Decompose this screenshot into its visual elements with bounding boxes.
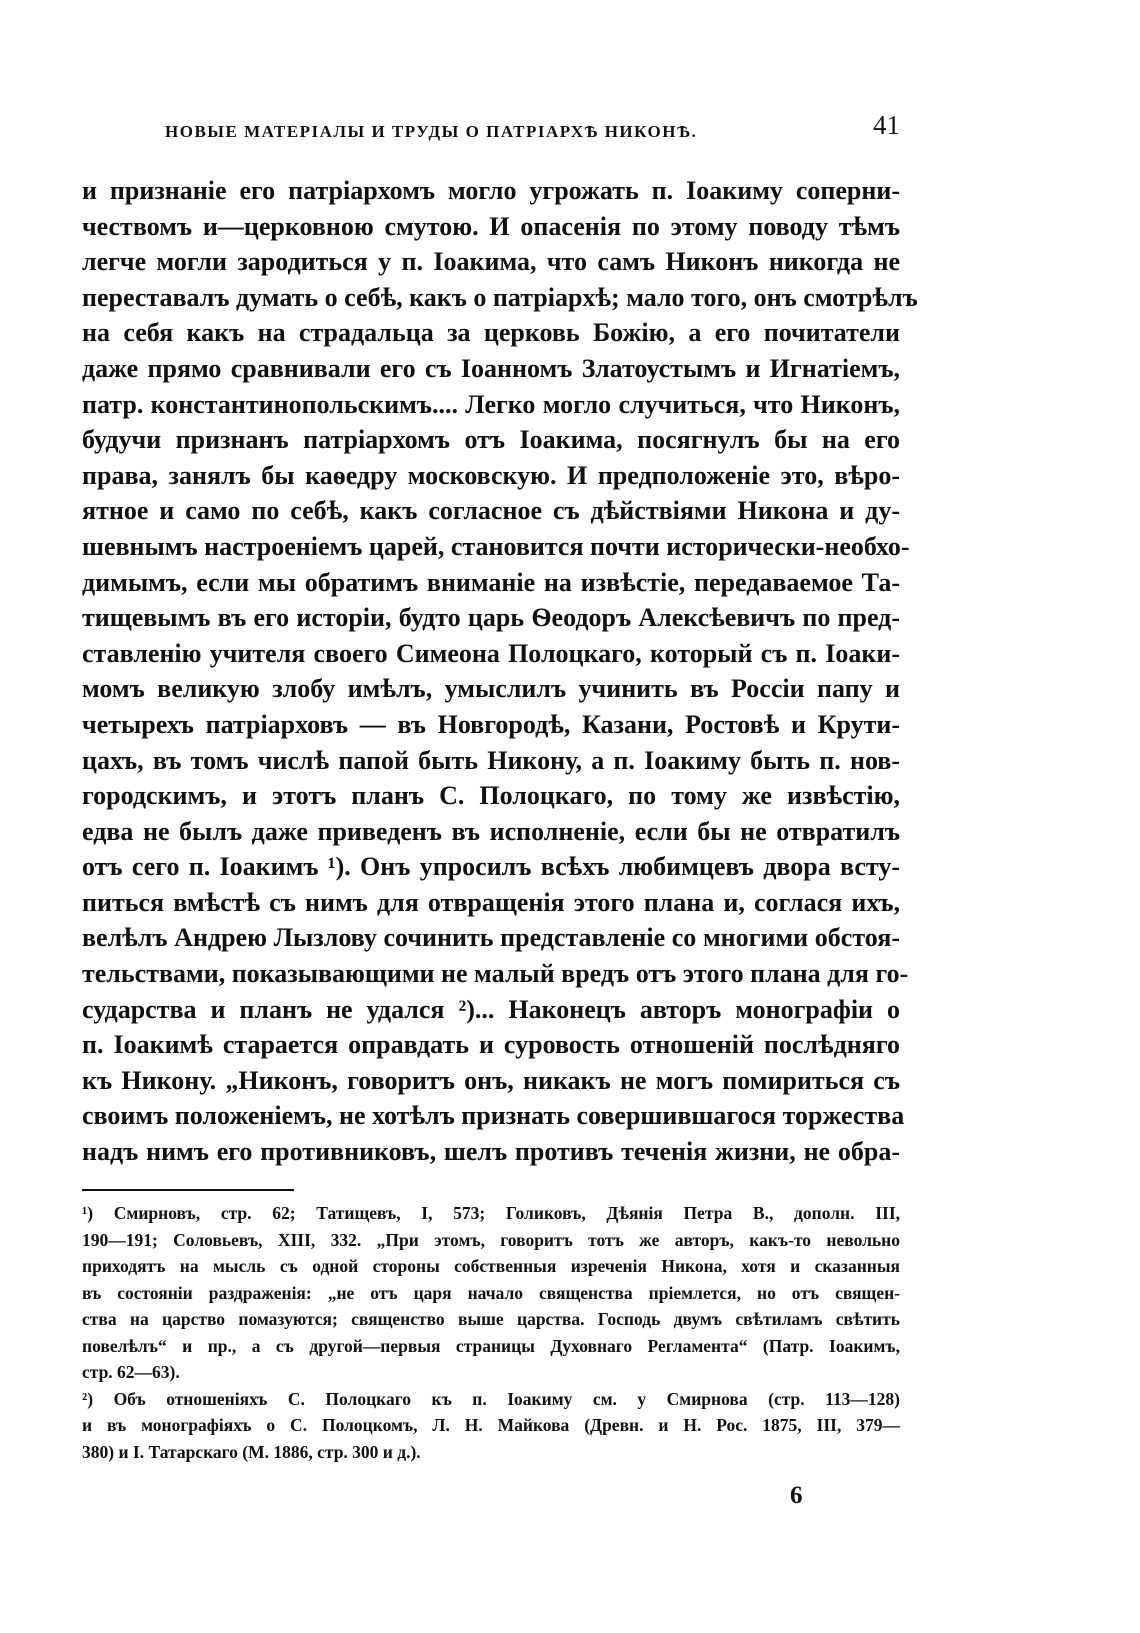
text-line: городскимъ, и этотъ планъ С. Полоцкаго, по тому же извѣстію, [82,781,900,811]
signature-mark: 6 [790,1482,803,1509]
footnote-line: 190—191; Соловьевъ, XIII, 332. „При этомъ, говоритъ тотъ же авторъ, какъ-то невольно [82,1229,900,1250]
text-line: къ Никону. „Никонъ, говоритъ онъ, никакъ не могъ помириться съ [82,1065,900,1095]
footnote-line: 380) и І. Татарскаго (М. 1886, стр. 300 и д.). [82,1441,421,1462]
footnote-line: приходятъ на мысль съ одной стороны собственныя изреченія Никона, хотя и сказанныя [82,1256,900,1276]
text-line: цахъ, въ томъ числѣ папой быть Никону, а п. Іоакиму быть п. нов- [82,745,900,775]
text-line: своимъ положеніемъ, не хотѣлъ признать совершившагося торжества [82,1101,905,1131]
text-line: тищевымъ въ его исторіи, будто царь Ѳеодоръ Алексѣевичъ по пред- [82,603,900,633]
main-text [82,173,918,1170]
text-line: ставленію учителя своего Симеона Полоцкаго, который съ п. Іоаки- [82,638,900,668]
footnote-line: и въ монографіяхъ о С. Полоцкомъ, Л. Н. Майкова (Древн. и Н. Рос. 1875, III, 379— [82,1415,900,1435]
text-line: надъ нимъ его противниковъ, шелъ противъ теченія жизни, не обра- [82,1137,900,1167]
text-line: переставалъ думать о себѣ, какъ о патріархѣ; мало того, онъ смотрѣлъ [82,282,918,312]
text-line: патр. константинопольскимъ.... Легко могло случиться, что Никонъ, [82,389,900,419]
text-line: тельствами, показывающими не малый вредъ отъ этого плана для го- [82,959,909,989]
text-line: даже прямо сравнивали его съ Іоанномъ Златоустымъ и Игнатіемъ, [82,353,900,383]
footnote-line: въ состояніи раздраженія: „не отъ царя начало священства пріемлется, но отъ священ- [82,1282,900,1303]
text-line: велѣлъ Андрею Лызлову сочинить представленіе со многими обстоя- [82,923,900,953]
footnote-divider [82,1189,294,1191]
text-line: едва не былъ даже приведенъ въ исполненіе, если бы не отвратилъ [82,816,900,846]
footnote-line: повелѣлъ“ и пр., а съ другой—первыя страницы Духовнаго Регламента“ (Патр. Іоакимъ, [82,1335,900,1356]
text-line: момъ великую злобу имѣлъ, умыслилъ учинить въ Россіи папу и [82,674,900,704]
running-head [165,110,900,150]
text-line: сударства и планъ не удался ²)... Наконецъ авторъ монографіи о [82,994,900,1024]
footnotes [82,1200,900,1465]
text-line: на себя какъ на страдальца за церковь Божію, а его почитатели [82,318,900,348]
text-line: шевнымъ настроеніемъ царей, становится почти исторически-необхо- [82,531,910,561]
text-line: четырехъ патріарховъ — въ Новгородѣ, Казани, Ростовѣ и Крути- [82,709,900,739]
text-line: димымъ, если мы обратимъ вниманіе на извѣстіе, передаваемое Та- [82,567,900,597]
running-title: НОВЫЕ МАТЕРІАЛЫ И ТРУДЫ О ПАТРІАРХѢ НИКОНѢ. [165,122,698,141]
text-line: будучи признанъ патріархомъ отъ Іоакима, посягнулъ бы на его [82,425,900,455]
text-line: питься вмѣстѣ съ нимъ для отвращенія этого плана и, соглася ихъ, [82,887,900,917]
text-line: п. Іоакимѣ старается оправдать и суровость отношеній послѣдняго [82,1030,900,1060]
text-line: права, занялъ бы каѳедру московскую. И предположеніе это, вѣро- [82,460,900,490]
text-line: чествомъ и—церковною смутою. И опасенія по этому поводу тѣмъ [82,211,900,241]
footnote-line: ²) Объ отношеніяхъ С. Полоцкаго къ п. Іоакиму см. у Смирнова (стр. 113—128) [82,1388,900,1409]
footnote-line: ства на царство помазуются; священство выше царства. Господь двумъ свѣтиламъ свѣтить [82,1309,900,1329]
footnote-line: стр. 62—63). [82,1362,180,1382]
text-line: легче могли зародиться у п. Іоакима, что самъ Никонъ никогда не [82,247,900,277]
page-number: 41 [873,110,900,140]
text-line: ятное и само по себѣ, какъ согласное съ дѣйствіями Никона и ду- [82,496,900,526]
text-line: и признаніе его патріархомъ могло угрожать п. Іоакиму соперни- [82,176,900,205]
footnote-line: ¹) Смирновъ, стр. 62; Татищевъ, I, 573; Голиковъ, Дѣянія Петра В., дополн. III, [82,1203,900,1223]
text-line: отъ сего п. Іоакимъ ¹). Онъ упросилъ всѣхъ любимцевъ двора всту- [82,852,900,882]
